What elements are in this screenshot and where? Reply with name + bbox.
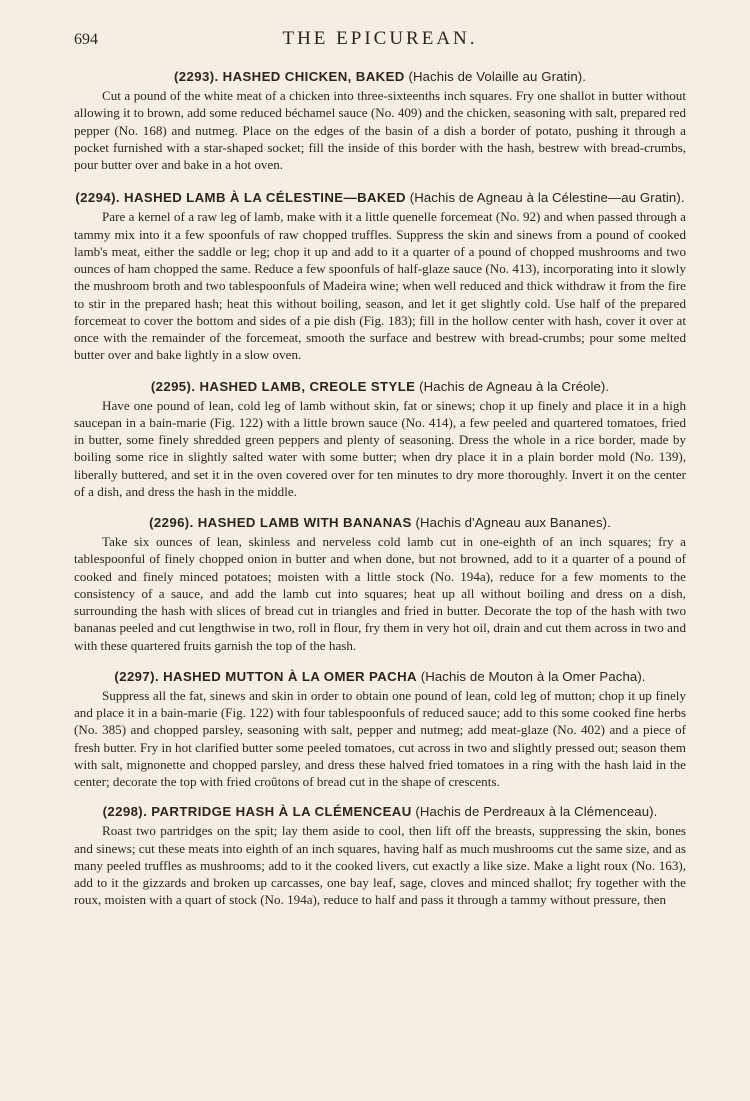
recipe-number: (2293). bbox=[173, 69, 219, 84]
recipe-french-name: (Hachis de Agneau à la Célestine—au Gratin). bbox=[409, 190, 685, 206]
recipe-title bbox=[74, 514, 686, 531]
recipe-text: Cut a pound of the white meat of a chicken into three-sixteenths inch squares. Fry one shallot in butter without allowing it to brown, add some reduced béchamel sauce (No. 409) and the chicken, seasoning with salt, prepared red pepper (No. 168) and nutmeg. Place on the edges of the basin of a dish a border of potato, pushing it through a pocket furnished with a star-shaped socket; fill the inside of this border with the hash, bestrew with bread-crumbs, pour butter over and bake in a hot oven. bbox=[74, 88, 686, 172]
recipe-name: PARTRIDGE HASH À LA CLÉMENCEAU bbox=[151, 804, 412, 820]
recipe-french-name: (Hachis d'Agneau aux Bananes). bbox=[415, 515, 611, 530]
recipe-number: (2298). bbox=[102, 804, 148, 820]
recipe-text: Pare a kernel of a raw leg of lamb, make with it a little quenelle forcemeat (No. 92) and when passed through a tammy mix into it a few spoonfuls of raw chopped truffles. Suppress the skin and sinews from a pound of cooked lamb's meat, either the saddle or leg; chop it up and add to it a quarter of a pound of chopped mushrooms and two ounces of ham chopped the same. Reduce a few spoonfuls of half-glaze sauce (No. 413), incorporating into it slowly the mushroom broth and two tablespoonfuls of Madeira wine; when well reduced and thick withdraw it from the fire to stir in the prepared hash; heat this without boiling, season, and let it get slightly cold. Use half of the prepared forcemeat to cover the bottom and sides of a pie dish (Fig. 183); fill in the hollow center with hash, cover it over at once with the remainder of the forcemeat, smooth the surface and bestrew with bread-crumbs; pour some melted butter over and bake lightly in a slow oven. bbox=[74, 209, 686, 363]
recipe-title bbox=[74, 189, 686, 206]
recipe-2298 bbox=[74, 803, 686, 908]
recipe-title bbox=[74, 803, 686, 820]
recipe-french-name: (Hachis de Volaille au Gratin). bbox=[408, 69, 587, 84]
recipe-2293 bbox=[74, 68, 686, 173]
recipe-text: Have one pound of lean, cold leg of lamb without skin, fat or sinews; chop it up finely and place it in a high saucepan in a bain-marie (Fig. 122) with a little brown sauce (No. 414), a few peeled and quartered tomatoes, fried in butter, some finely shredded green peppers and plenty of seasoning. Dress the whole in a rice border, made by boiling some rice in slightly salted water with some butter; when dry place it in a plain border mold (No. 139), liberally buttered, and set it in the oven covered over for ten minutes to dry more thoroughly. Invert it on the center of a dish, and dress the hash in the middle. bbox=[74, 397, 686, 499]
recipe-2295 bbox=[74, 378, 686, 501]
recipe-2294 bbox=[74, 189, 686, 363]
recipe-number: (2294). bbox=[75, 190, 120, 206]
recipe-title bbox=[74, 68, 686, 85]
recipe-name: HASHED LAMB WITH BANANAS bbox=[197, 515, 412, 530]
recipe-text: Roast two partridges on the spit; lay them aside to cool, then lift off the breasts, suppressing the skin, bones and sinews; cut these meats into eighth of an inch squares, having half as much mushrooms cut the same size, and as many peeled truffles as mushrooms; add to it the cooked livers, cut exactly a like size. Make a light roux (No. 163), add to it the gizzards and broken up carcasses, one bay leaf, sage, cloves and minced shallot; fry together with the roux, moisten with a quart of stock (No. 194a), reduce to half and pass it through a tammy without pressure, then bbox=[74, 823, 686, 908]
recipe-number: (2296). bbox=[149, 515, 194, 530]
recipe-number: (2297). bbox=[114, 668, 160, 684]
recipe-title bbox=[74, 668, 686, 685]
recipe-2297 bbox=[74, 668, 686, 791]
recipe-french-name: (Hachis de Perdreaux à la Clémenceau). bbox=[415, 804, 658, 820]
recipe-name: HASHED CHICKEN, BAKED bbox=[222, 69, 405, 84]
recipe-number: (2295). bbox=[150, 378, 196, 394]
running-head bbox=[74, 28, 686, 62]
recipe-name: HASHED LAMB, CREOLE STYLE bbox=[199, 378, 416, 394]
recipe-2296 bbox=[74, 514, 686, 654]
recipe-french-name: (Hachis de Agneau à la Créole). bbox=[419, 378, 610, 394]
recipe-text: Suppress all the fat, sinews and skin in order to obtain one pound of lean, cold leg of mutton; chop it up finely and place it in a bain-marie (Fig. 122) with four tablespoonfuls of reduced sauce; add to this some cooked fine herbs (No. 385) and chopped parsley, seasoning with salt, pepper and nutmeg; add meat-glaze (No. 402) and a piece of fresh butter. Fry in hot clarified butter some peeled tomatoes, cut across in two and slightly pressed out; season them with salt, mignonette and chopped parsley, and dress these halved fried tomatoes in a ring with the hash laid in the center; decorate the top with fried croûtons of bread cut in the shape of crescents. bbox=[74, 687, 686, 789]
recipe-name: HASHED LAMB À LA CÉLESTINE—BAKED bbox=[124, 190, 406, 206]
recipe-title bbox=[74, 378, 686, 395]
recipe-french-name: (Hachis de Mouton à la Omer Pacha). bbox=[420, 668, 646, 684]
recipe-name: HASHED MUTTON À LA OMER PACHA bbox=[163, 668, 417, 684]
running-title: THE EPICUREAN. bbox=[282, 28, 478, 49]
page-number: 694 bbox=[74, 31, 98, 48]
recipe-text: Take six ounces of lean, skinless and nerveless cold lamb cut in one-eighth of an inch squares; fry a tablespoonful of finely chopped onion in butter and when done, but not browned, add to it a quarter of a pound of cooked and finely minced potatoes; moisten with a little stock (No. 194a), reduce for a few moments to the consistency of a sauce, and add the lamb cut into squares; heat up all without boiling and dress on a dish, surrounding the hash with slices of bread cut in triangles and fried in butter. Decorate the top of the hash with two bananas peeled and cut lengthwise in two, roll in flour, fry them in very hot oil, drain and cut them across in two and with these quartered fruits garnish the top of the hash. bbox=[74, 534, 686, 653]
